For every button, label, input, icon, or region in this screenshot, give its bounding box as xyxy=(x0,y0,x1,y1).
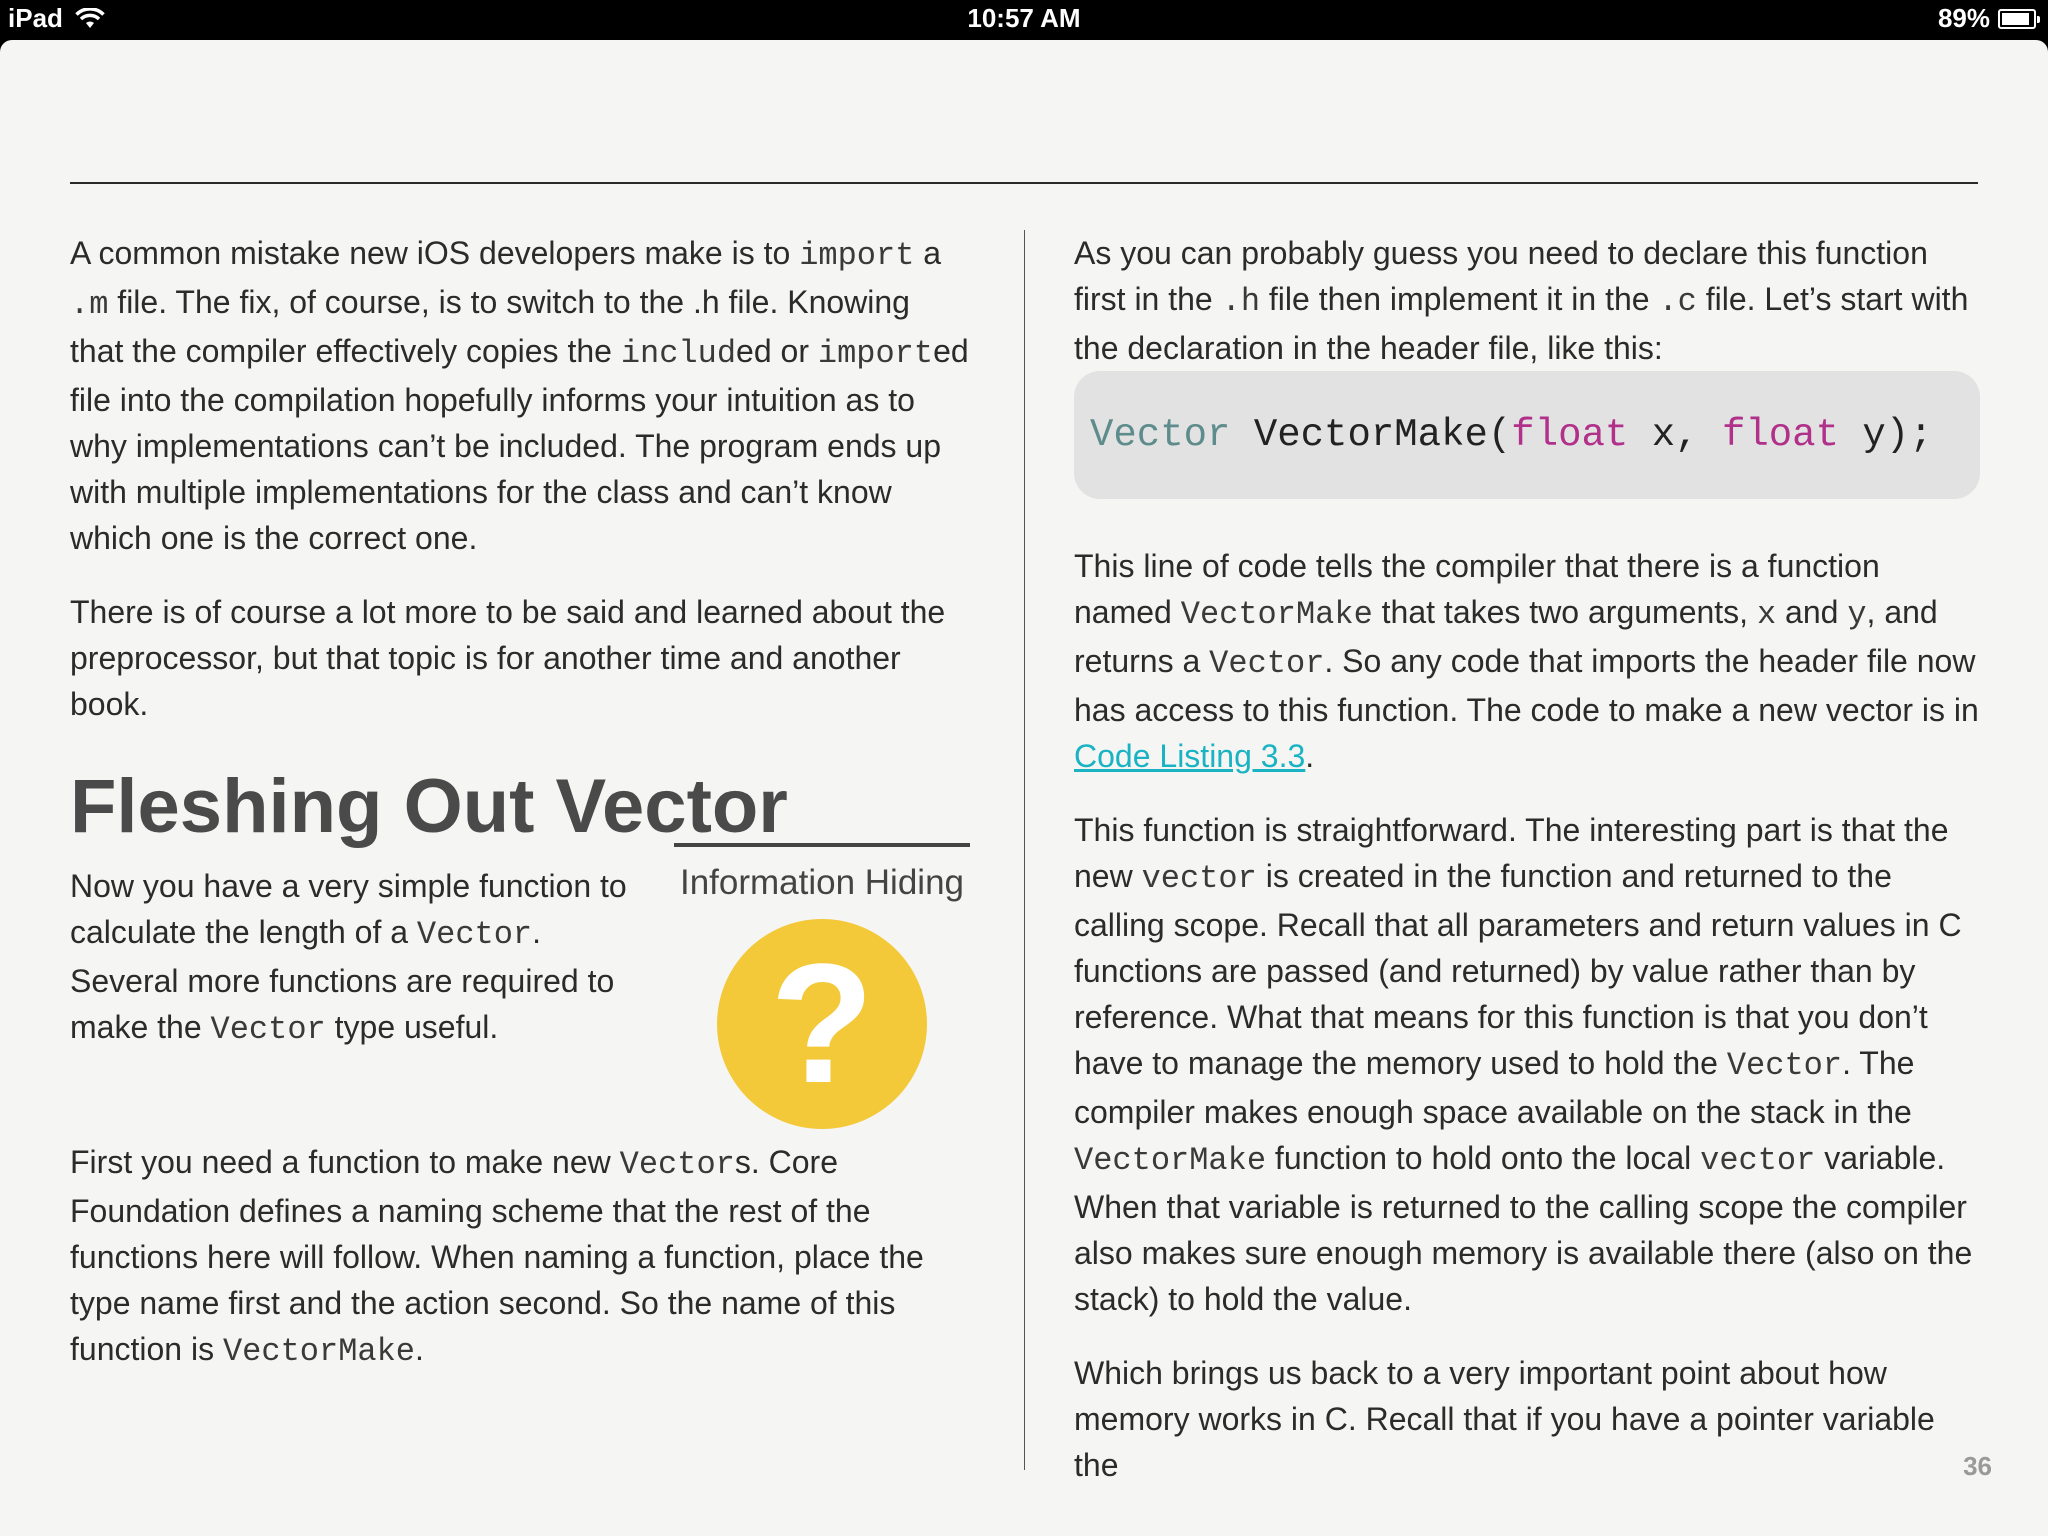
information-hiding-sidebar[interactable] xyxy=(674,843,970,1129)
battery-level-fill xyxy=(2002,13,2029,25)
text-run: A common mistake new iOS developers make is to xyxy=(70,235,800,271)
carrier-label: iPad xyxy=(8,3,63,33)
text-run: First you need a function to make new xyxy=(70,1144,620,1180)
code-term: VectorMake xyxy=(1180,596,1373,633)
code-term: .c xyxy=(1658,283,1697,320)
code-term: VectorMake xyxy=(222,1333,415,1370)
code-keyword-token: float xyxy=(1721,413,1839,457)
text-run: a xyxy=(914,235,942,271)
code-term: Vector xyxy=(416,916,533,953)
text-run: . xyxy=(415,1331,424,1367)
text-run: This function is straightforward. The interesting part is that the new xyxy=(1074,812,1949,894)
code-type-token: Vector xyxy=(1090,413,1231,457)
code-term: y xyxy=(1847,596,1867,633)
code-term: .h xyxy=(1221,283,1261,320)
text-run: . So any code that imports the header file now has access to this function. The code to make a new vector is in xyxy=(1074,643,1979,728)
code-term: import xyxy=(799,237,915,274)
code-term: Vector xyxy=(210,1011,326,1048)
code-term: VectorMake xyxy=(1074,1142,1267,1179)
paragraph xyxy=(70,230,970,561)
code-term: Vector xyxy=(1726,1047,1843,1084)
text-run: As you can probably guess you need to declare this function first in the xyxy=(1074,235,1928,317)
code-keyword-token: float xyxy=(1511,413,1629,457)
text-run: type useful. xyxy=(325,1009,499,1045)
text-run: and xyxy=(1776,594,1848,630)
text-run: . The compiler makes enough space available on the stack in the xyxy=(1074,1045,1915,1130)
code-snippet xyxy=(1074,371,1980,499)
sidebar-title: Information Hiding xyxy=(679,863,965,902)
code-term: import xyxy=(817,335,934,372)
code-term: Vector xyxy=(619,1146,735,1183)
paragraph: Which brings us back to a very important point about how memory works in C. Recall that if you have a pointer variable the xyxy=(1074,1355,1935,1483)
battery-icon xyxy=(1998,9,2036,29)
question-mark-icon[interactable]: ? xyxy=(717,919,927,1129)
code-function-token: VectorMake( xyxy=(1230,413,1512,457)
code-term: .m xyxy=(70,286,109,323)
text-run: . Several more functions are required to make the xyxy=(70,914,615,1045)
code-term: x xyxy=(1756,596,1777,633)
page-number: 36 xyxy=(1963,1451,1992,1481)
status-bar xyxy=(0,0,2048,40)
right-column xyxy=(1074,230,1980,1516)
left-column xyxy=(70,230,970,1403)
column-divider xyxy=(1024,230,1025,1470)
paragraph: There is of course a lot more to be said and learned about the preprocessor, but that topic is for another time and another book. xyxy=(70,594,946,722)
text-run: is created in the function and returned to the calling scope. Recall that all parameters and return values in C functions are passed (and returned) by value rather than by reference. What that means for this function is that you don’t have to manage the memory used to hold the xyxy=(1074,858,1962,1081)
code-term: Vector xyxy=(1209,645,1325,682)
text-run: file. Let’s start with the declaration in the header file, like this: xyxy=(1074,281,1969,366)
text-run: file then implement it in the xyxy=(1260,281,1659,317)
text-run: , and returns a xyxy=(1074,594,1938,679)
code-arg-token: x, xyxy=(1628,413,1722,457)
text-run: variable. When that variable is returned to the calling scope the compiler also makes sure enough memory is available there (also on the stack) to hold the value. xyxy=(1074,1140,1973,1317)
book-page[interactable] xyxy=(0,40,2048,1536)
code-term: vector xyxy=(1700,1142,1816,1179)
section-heading: Fleshing Out Vector xyxy=(70,764,788,849)
code-term: includ xyxy=(620,335,737,372)
clock: 10:57 AM xyxy=(967,3,1081,33)
text-run: that takes two arguments, xyxy=(1372,594,1757,630)
text-run: ed file into the compilation hopefully informs your intuition as to why implementations can’t be included. The program ends up with multiple implementations for the class and can’t know which one is the correct one. xyxy=(70,333,969,556)
text-run: ed or xyxy=(736,333,818,369)
text-run: . xyxy=(1305,738,1315,774)
paragraph xyxy=(1074,807,1980,1322)
paragraph xyxy=(70,1139,970,1375)
code-term: vector xyxy=(1141,860,1257,897)
text-run: Now you have a very simple function to calculate the length of a xyxy=(70,868,627,950)
battery-percent: 89% xyxy=(1937,3,1990,33)
paragraph xyxy=(1074,230,1980,371)
text-run: This line of code tells the compiler that there is a function named xyxy=(1074,548,1880,630)
text-run: function to hold onto the local xyxy=(1266,1140,1701,1176)
header-rule xyxy=(70,182,1978,184)
text-run: file. The fix, of course, is to switch to the .h file. Knowing that the compiler effectively copies the xyxy=(70,284,910,369)
paragraph xyxy=(1074,543,1980,779)
battery-group xyxy=(1938,3,2036,34)
text-run: s. Core Foundation defines a naming scheme that the rest of the functions here will follow. When naming a function, place the type name first and the action second. So the name of this function is xyxy=(70,1144,924,1367)
code-listing-link[interactable]: Code Listing 3.3 xyxy=(1074,738,1306,774)
code-arg-token: y); xyxy=(1838,413,1933,457)
